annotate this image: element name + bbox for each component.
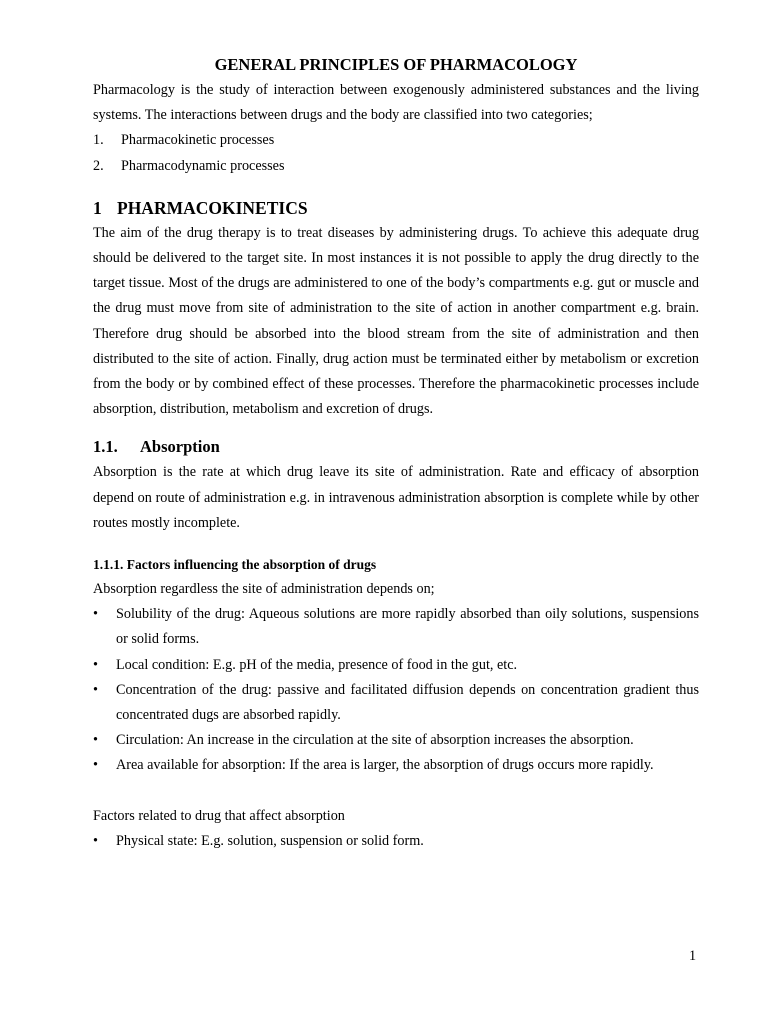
factors-bullet-list — [93, 602, 699, 778]
list-item-text: Solubility of the drug: Aqueous solutions are more rapidly absorbed than oily solutions, suspensions or solid forms. — [116, 606, 699, 648]
list-item — [93, 753, 699, 778]
bullet-icon: • — [93, 732, 98, 749]
drug-factors-lead-text: Factors related to drug that affect absorption — [93, 807, 345, 824]
list-item-text: Concentration of the drug: passive and facilitated diffusion depends on concentration gradient thus concentrated dugs are absorbed rapidly. — [116, 681, 699, 724]
pharmacokinetics-paragraph: The aim of the drug therapy is to treat diseases by administering drugs. To achieve this adequate drug should be delivered to the target site. In most instances it is not possible to apply the drug directly to the target tissue. Most of the drugs are administered to one of the body’s compartments e.g. gut or muscle and the drug must move from site of administration to the site of action in another compartment e.g. brain. Therefore drug should be absorbed into the blood stream from the site of administration and then distributed to the site of action. Finally, drug action must be terminated either by metabolism or excretion from the body or by combined effect of these processes. Therefore the pharmacokinetic processes include absorption, distribution, metabolism and excretion of drugs. — [93, 224, 699, 418]
list-item-text: Local condition: E.g. pH of the media, presence of food in the gut, etc. — [116, 656, 518, 673]
section-heading-pharmacokinetics — [93, 195, 699, 221]
list-item-number: 1. — [93, 132, 104, 149]
bullet-icon: • — [93, 832, 98, 849]
list-item — [93, 678, 699, 728]
list-item-text: Area available for absorption: If the area is larger, the absorption of drugs occurs more rapidly. — [116, 757, 654, 774]
list-item-number: 2. — [93, 157, 104, 174]
list-item — [93, 728, 699, 753]
bullet-icon: • — [93, 656, 98, 673]
subsection-heading-factors: 1.1.1. Factors influencing the absorption of drugs — [93, 557, 377, 573]
bullet-icon: • — [93, 606, 98, 623]
drug-factors-bullet-list — [93, 829, 699, 854]
section-number: 1 — [93, 197, 102, 218]
list-item-text: Pharmacokinetic processes — [121, 132, 275, 149]
list-item — [93, 154, 699, 179]
list-item — [93, 653, 699, 678]
document-page — [93, 52, 699, 854]
list-item — [93, 128, 699, 153]
list-item — [93, 602, 699, 652]
bullet-icon: • — [93, 757, 98, 774]
intro-paragraph: Pharmacology is the study of interaction between exogenously administered substances and the living systems. The interactions between drugs and the body are classified into two categories; — [93, 82, 699, 124]
document-title: GENERAL PRINCIPLES OF PHARMACOLOGY — [214, 55, 578, 74]
list-item-text: Circulation: An increase in the circulation at the site of absorption increases the absorption. — [116, 732, 634, 749]
section-title: PHARMACOKINETICS — [117, 197, 308, 218]
list-item-text: Pharmacodynamic processes — [121, 157, 285, 174]
categories-list — [93, 128, 699, 178]
factors-lead-text: Absorption regardless the site of administration depends on; — [93, 581, 435, 598]
section-title: Absorption — [140, 437, 220, 457]
list-item-text: Physical state: E.g. solution, suspension or solid form. — [116, 832, 424, 849]
absorption-paragraph: Absorption is the rate at which drug leave its site of administration. Rate and efficacy of absorption depend on route of administration e.g. in intravenous administration absorption is complete while by other routes mostly incomplete. — [93, 464, 699, 531]
section-heading-absorption — [93, 434, 699, 460]
section-number: 1.1. — [93, 437, 118, 457]
page-number: 1 — [689, 948, 697, 964]
bullet-icon: • — [93, 681, 98, 698]
list-item — [93, 829, 699, 854]
